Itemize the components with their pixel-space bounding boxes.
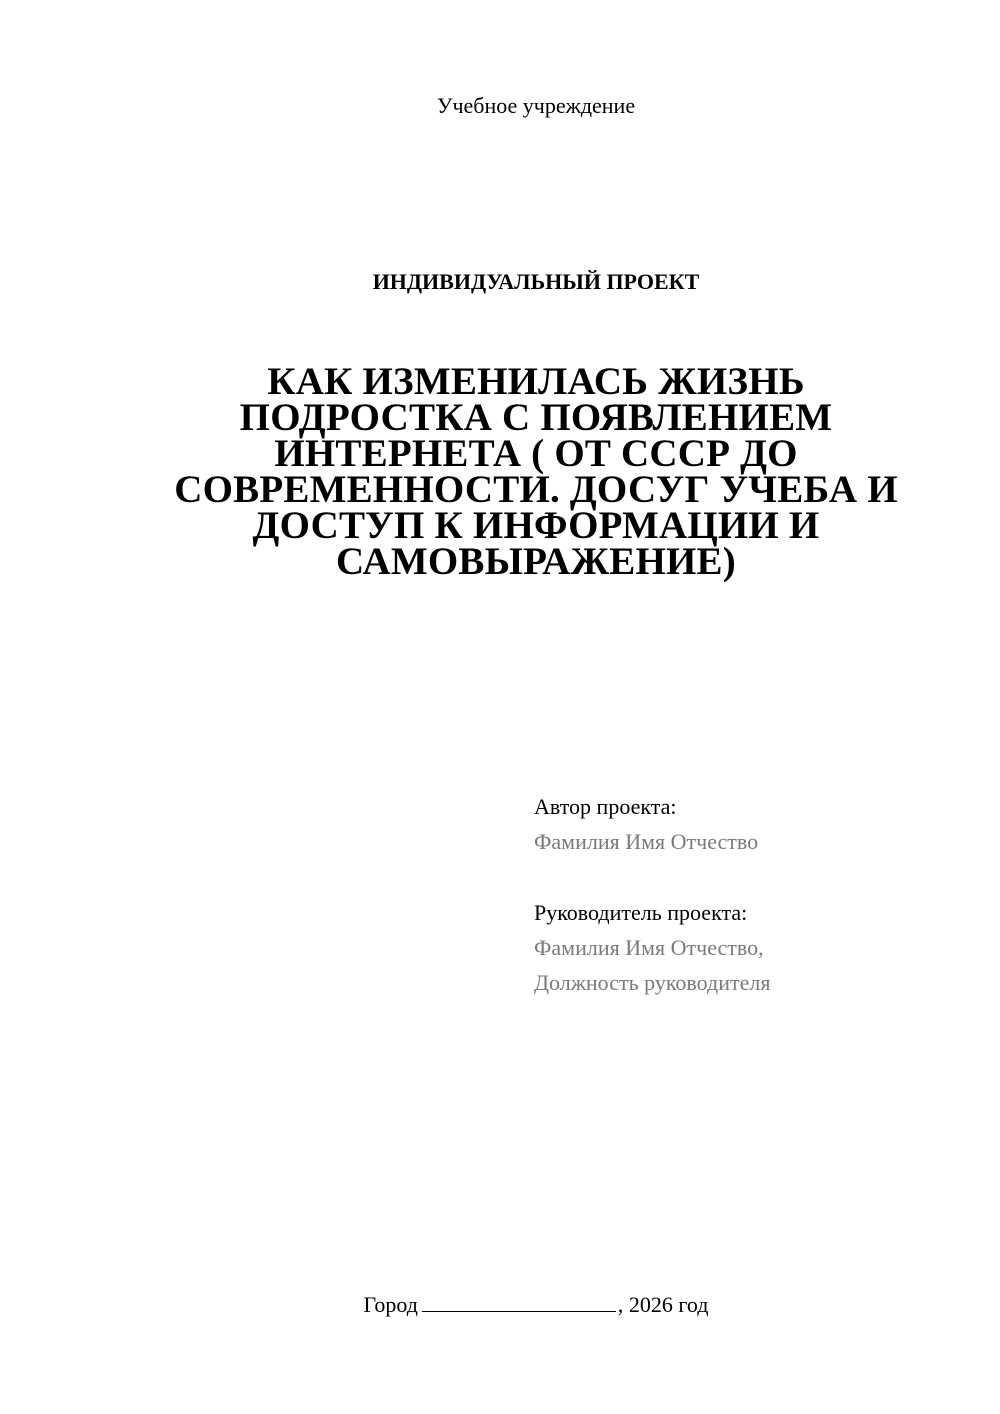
- author-label: Автор проекта:: [534, 794, 677, 819]
- project-title-line: СОВРЕМЕННОСТИ. ДОСУГ УЧЕБА И: [174, 468, 898, 511]
- project-title-line: ДОСТУП К ИНФОРМАЦИИ И: [252, 504, 820, 547]
- project-type-heading: ИНДИВИДУАЛЬНЫЙ ПРОЕКТ: [372, 269, 700, 294]
- project-title: [170, 360, 902, 583]
- credits-block: [534, 789, 954, 1000]
- supervisor-name: Фамилия Имя Отчество,: [534, 935, 764, 960]
- year-text: , 2026 год: [617, 1292, 709, 1317]
- city-blank-line: [422, 1291, 616, 1312]
- city-label: Город: [363, 1292, 418, 1317]
- project-title-line: САМОВЫРАЖЕНИЕ): [336, 540, 736, 583]
- supervisor-position: Должность руководителя: [534, 970, 771, 995]
- author-name: Фамилия Имя Отчество: [534, 829, 759, 854]
- project-title-line: КАК ИЗМЕНИЛАСЬ ЖИЗНЬ: [267, 360, 805, 403]
- supervisor-label: Руководитель проекта:: [534, 900, 748, 925]
- project-title-line: ПОДРОСТКА С ПОЯВЛЕНИЕМ: [239, 396, 833, 439]
- project-title-line: ИНТЕРНЕТА ( ОТ СССР ДО: [274, 432, 798, 475]
- city-year-line: [0, 1291, 1000, 1319]
- institution-name: Учебное учреждение: [436, 93, 636, 118]
- credits-spacer: [534, 859, 954, 895]
